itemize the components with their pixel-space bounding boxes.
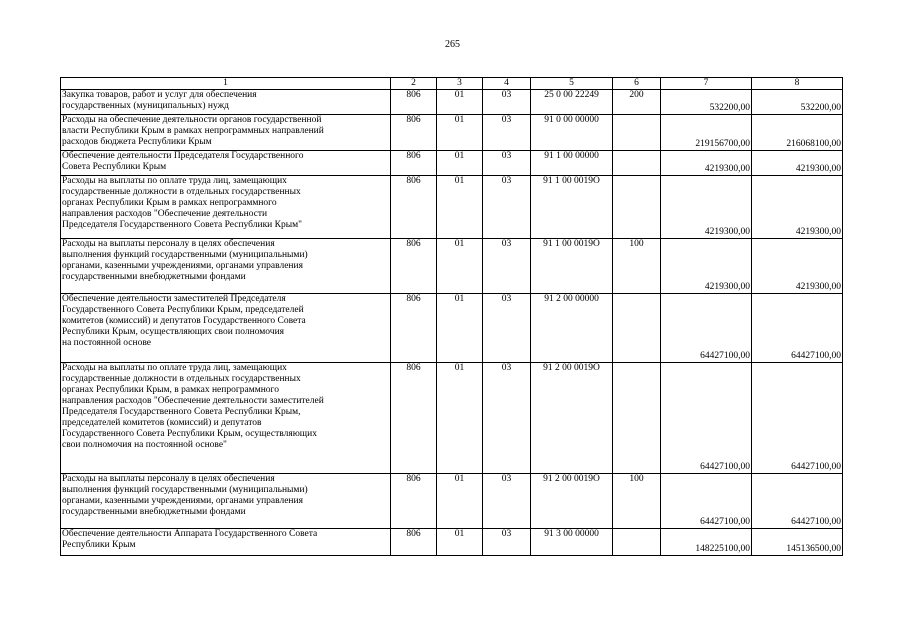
table-row bbox=[61, 239, 843, 294]
cell-expense-type bbox=[613, 151, 661, 176]
table-row bbox=[61, 115, 843, 151]
cell-target-code: 91 1 00 0019О bbox=[531, 239, 613, 294]
table-row bbox=[61, 474, 843, 529]
cell-amount-year-1: 219156700,00 bbox=[661, 115, 752, 151]
cell-ministry-code: 806 bbox=[391, 363, 437, 474]
row-description: Расходы на обеспечение деятельности органов государственной власти Республики Крым в рамках непрограммных направлений расходов бюджета Республики Крым bbox=[61, 115, 391, 151]
row-description: Закупка товаров, работ и услуг для обеспечения государственных (муниципальных) нужд bbox=[61, 90, 391, 115]
cell-subsection-code: 03 bbox=[483, 363, 531, 474]
cell-amount-year-1: 64427100,00 bbox=[661, 294, 752, 363]
row-description: Расходы на выплаты персоналу в целях обеспечения выполнения функций государственными (муниципальными) органами, казенными учреждениями, органами управления государственными внебюджетными фондами bbox=[61, 474, 391, 529]
cell-subsection-code: 03 bbox=[483, 176, 531, 239]
page-number: 265 bbox=[445, 39, 460, 50]
cell-amount-year-2: 64427100,00 bbox=[752, 474, 843, 529]
cell-section-code: 01 bbox=[437, 363, 483, 474]
column-header: 4 bbox=[483, 78, 531, 90]
cell-target-code: 91 2 00 0019О bbox=[531, 474, 613, 529]
cell-target-code: 91 2 00 0019О bbox=[531, 363, 613, 474]
cell-amount-year-2: 4219300,00 bbox=[752, 239, 843, 294]
cell-subsection-code: 03 bbox=[483, 90, 531, 115]
table-row bbox=[61, 529, 843, 556]
budget-table bbox=[60, 77, 843, 556]
cell-ministry-code: 806 bbox=[391, 529, 437, 556]
column-header: 1 bbox=[61, 78, 391, 90]
cell-ministry-code: 806 bbox=[391, 239, 437, 294]
cell-subsection-code: 03 bbox=[483, 151, 531, 176]
cell-amount-year-2: 64427100,00 bbox=[752, 363, 843, 474]
cell-expense-type bbox=[613, 115, 661, 151]
row-description: Расходы на выплаты по оплате труда лиц, замещающих государственные должности в отдельных государственных органах Республики Крым, в рамках непрограммного направления расходов "Обеспечение деятельности заместителей Председателя Государственного Совета Республики Крым, председателей комитетов (комиссий) и депутатов Государственного Совета Республики Крым, осуществляющих свои полномочия на постоянной основе" bbox=[61, 363, 391, 474]
cell-expense-type: 100 bbox=[613, 474, 661, 529]
cell-expense-type bbox=[613, 529, 661, 556]
cell-section-code: 01 bbox=[437, 294, 483, 363]
cell-ministry-code: 806 bbox=[391, 115, 437, 151]
column-header: 2 bbox=[391, 78, 437, 90]
table-row bbox=[61, 294, 843, 363]
cell-section-code: 01 bbox=[437, 529, 483, 556]
column-header: 7 bbox=[661, 78, 752, 90]
cell-amount-year-1: 4219300,00 bbox=[661, 176, 752, 239]
cell-amount-year-1: 64427100,00 bbox=[661, 474, 752, 529]
cell-ministry-code: 806 bbox=[391, 90, 437, 115]
cell-expense-type: 200 bbox=[613, 90, 661, 115]
cell-subsection-code: 03 bbox=[483, 115, 531, 151]
cell-target-code: 91 1 00 0019О bbox=[531, 176, 613, 239]
cell-amount-year-2: 4219300,00 bbox=[752, 151, 843, 176]
cell-expense-type bbox=[613, 363, 661, 474]
cell-amount-year-1: 64427100,00 bbox=[661, 363, 752, 474]
cell-amount-year-1: 148225100,00 bbox=[661, 529, 752, 556]
row-description: Обеспечение деятельности Председателя Государственного Совета Республики Крым bbox=[61, 151, 391, 176]
cell-amount-year-2: 64427100,00 bbox=[752, 294, 843, 363]
table-row bbox=[61, 90, 843, 115]
cell-target-code: 91 0 00 00000 bbox=[531, 115, 613, 151]
row-description: Расходы на выплаты персоналу в целях обеспечения выполнения функций государственными (муниципальными) органами, казенными учреждениями, органами управления государственными внебюджетными фондами bbox=[61, 239, 391, 294]
row-description: Обеспечение деятельности Аппарата Государственного Совета Республики Крым bbox=[61, 529, 391, 556]
table-row bbox=[61, 151, 843, 176]
column-header: 5 bbox=[531, 78, 613, 90]
cell-amount-year-2: 145136500,00 bbox=[752, 529, 843, 556]
cell-section-code: 01 bbox=[437, 90, 483, 115]
cell-amount-year-1: 4219300,00 bbox=[661, 239, 752, 294]
cell-target-code: 91 2 00 00000 bbox=[531, 294, 613, 363]
row-description: Обеспечение деятельности заместителей Председателя Государственного Совета Республики Крым, председателей комитетов (комиссий) и депутатов Государственного Совета Республики Крым, осуществляющих свои полномочия на постоянной основе bbox=[61, 294, 391, 363]
cell-expense-type: 100 bbox=[613, 239, 661, 294]
cell-target-code: 91 3 00 00000 bbox=[531, 529, 613, 556]
cell-amount-year-1: 4219300,00 bbox=[661, 151, 752, 176]
cell-section-code: 01 bbox=[437, 239, 483, 294]
cell-section-code: 01 bbox=[437, 151, 483, 176]
column-header: 3 bbox=[437, 78, 483, 90]
cell-amount-year-2: 532200,00 bbox=[752, 90, 843, 115]
cell-expense-type bbox=[613, 294, 661, 363]
table-row bbox=[61, 363, 843, 474]
cell-subsection-code: 03 bbox=[483, 294, 531, 363]
cell-subsection-code: 03 bbox=[483, 239, 531, 294]
cell-subsection-code: 03 bbox=[483, 474, 531, 529]
row-description: Расходы на выплаты по оплате труда лиц, замещающих государственные должности в отдельных государственных органах Республики Крым в рамках непрограммного направления расходов "Обеспечение деятельности Председателя Государственного Совета Республики Крым" bbox=[61, 176, 391, 239]
cell-subsection-code: 03 bbox=[483, 529, 531, 556]
cell-ministry-code: 806 bbox=[391, 176, 437, 239]
cell-expense-type bbox=[613, 176, 661, 239]
cell-section-code: 01 bbox=[437, 474, 483, 529]
cell-target-code: 91 1 00 00000 bbox=[531, 151, 613, 176]
cell-amount-year-2: 4219300,00 bbox=[752, 176, 843, 239]
cell-ministry-code: 806 bbox=[391, 151, 437, 176]
cell-section-code: 01 bbox=[437, 176, 483, 239]
cell-ministry-code: 806 bbox=[391, 294, 437, 363]
column-header: 6 bbox=[613, 78, 661, 90]
cell-amount-year-1: 532200,00 bbox=[661, 90, 752, 115]
column-header: 8 bbox=[752, 78, 843, 90]
cell-target-code: 25 0 00 22249 bbox=[531, 90, 613, 115]
cell-section-code: 01 bbox=[437, 115, 483, 151]
table-row bbox=[61, 176, 843, 239]
cell-amount-year-2: 216068100,00 bbox=[752, 115, 843, 151]
table-header-row bbox=[61, 78, 843, 90]
cell-ministry-code: 806 bbox=[391, 474, 437, 529]
